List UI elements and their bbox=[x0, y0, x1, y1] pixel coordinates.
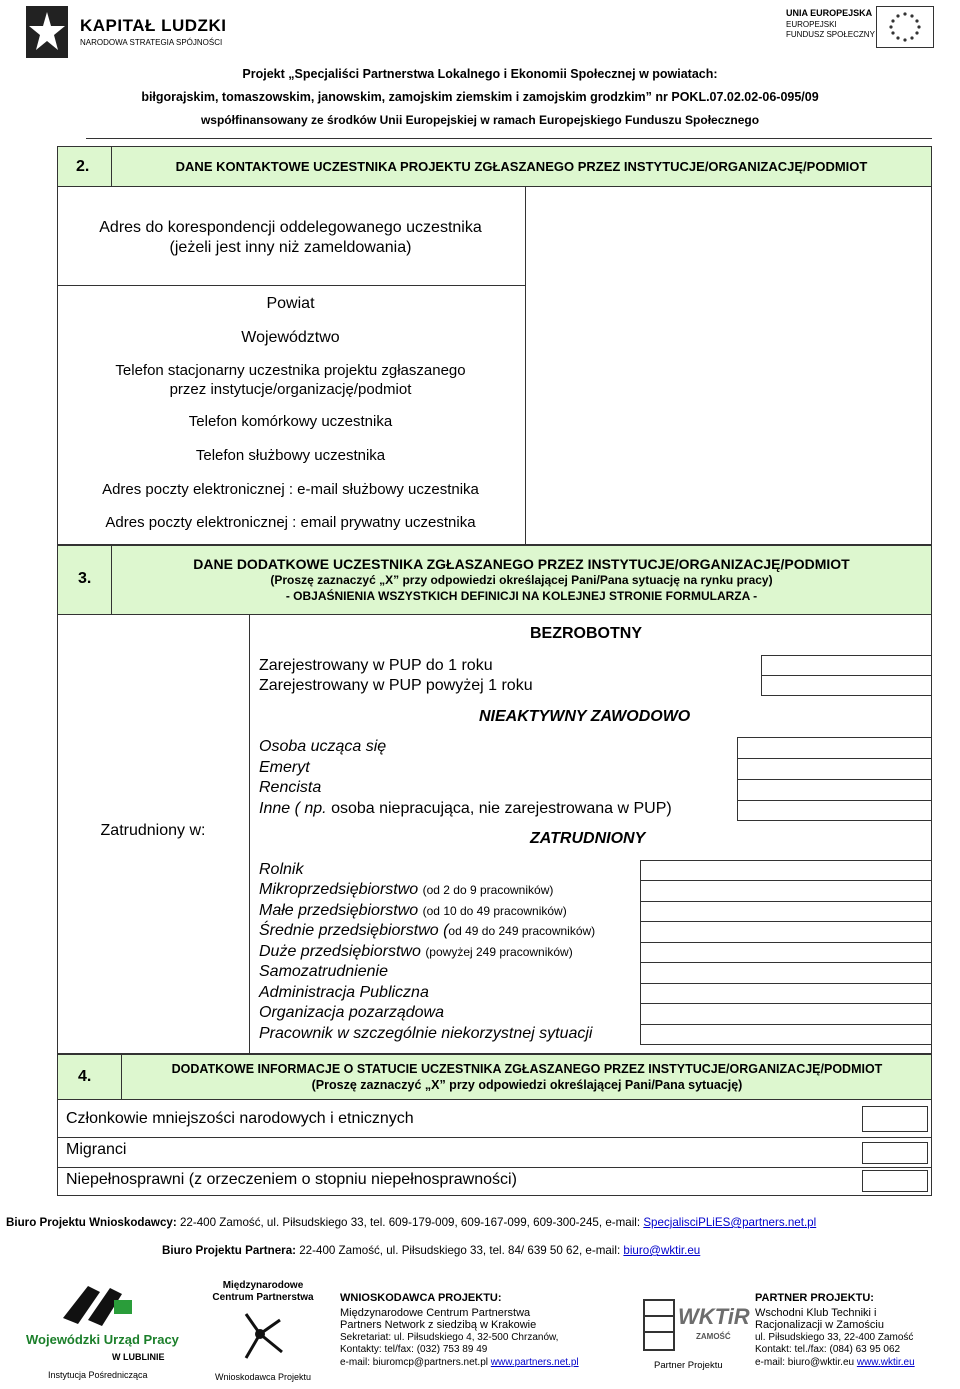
checkbox-divider bbox=[640, 921, 932, 922]
mcp-role: Wnioskodawca Projektu bbox=[214, 1372, 312, 1382]
wojewodztwo-label: Województwo bbox=[241, 329, 340, 346]
section-3-subtitle: (Proszę zaznaczyć „X” przy odpowiedzi określającej Pani/Pana sytuację na rynku pracy) bbox=[270, 573, 773, 587]
wktir-logo-sub: ZAMOŚĆ bbox=[696, 1332, 731, 1341]
wup-name: Wojewódzki Urząd Pracy bbox=[26, 1332, 179, 1347]
inactive-option-other bbox=[259, 800, 672, 818]
logo-subtitle: NARODOWA STRATEGIA SPÓJNOŚCI bbox=[80, 38, 223, 47]
row-divider bbox=[58, 1137, 931, 1138]
wktir-logo bbox=[640, 1296, 750, 1376]
applicant-line3: Sekretariat: ul. Piłsudskiego 4, 32-500 Chrzanów, bbox=[340, 1331, 559, 1343]
checkbox-divider bbox=[761, 675, 932, 676]
mcp-logo bbox=[208, 1280, 318, 1386]
section-2-header bbox=[57, 146, 932, 187]
landline-phone-line2: przez instytucje/organizację/podmiot bbox=[169, 381, 412, 398]
column-divider bbox=[525, 187, 526, 544]
wup-logo bbox=[22, 1278, 182, 1384]
partner-office-line bbox=[162, 1244, 700, 1257]
work-email-label: Adres poczty elektronicznej : e-mail służbowy uczestnika bbox=[102, 481, 479, 498]
employed-checkbox-group[interactable] bbox=[640, 860, 932, 1045]
applicant-line5 bbox=[340, 1357, 630, 1370]
eu-logo-line3: FUNDUSZ SPOŁECZNY bbox=[786, 30, 875, 39]
checkbox-divider bbox=[640, 901, 932, 902]
unemployed-option-2: Zarejestrowany w PUP powyżej 1 roku bbox=[259, 677, 533, 694]
project-title-line3: współfinansowany ze środków Unii Europejskiej w ramach Europejskiego Funduszu Społecznego bbox=[200, 113, 760, 127]
kapital-ludzki-logo bbox=[24, 4, 227, 60]
employed-option-medium bbox=[259, 922, 595, 940]
star-emblem-icon bbox=[24, 4, 70, 60]
applicant-line1: Międzynarodowe Centrum Partnerstwa bbox=[340, 1306, 531, 1319]
section-3-header bbox=[57, 545, 932, 615]
work-phone-label: Telefon służbowy uczestnika bbox=[195, 447, 386, 464]
applicant-line2: Partners Network z siedzibą w Krakowie bbox=[340, 1319, 537, 1331]
medium-note: od 49 do 249 pracowników) bbox=[448, 924, 596, 938]
micro-note: (od 2 do 9 pracowników) bbox=[422, 883, 554, 897]
employed-in-label: Zatrudniony w: bbox=[100, 822, 206, 839]
employed-option-micro bbox=[259, 881, 553, 899]
wup-city: W LUBLINIE bbox=[112, 1352, 165, 1362]
partner-line4: Kontakt: tel./fax: (084) 63 95 062 bbox=[755, 1344, 901, 1355]
mcp-name-line2: Centrum Partnerstwa bbox=[212, 1292, 314, 1303]
partner-line1: Wschodni Klub Techniki i bbox=[755, 1306, 877, 1319]
eu-flag-icon bbox=[876, 6, 934, 48]
large-note: (powyżej 249 pracowników) bbox=[425, 945, 573, 959]
small-note: (od 10 do 49 pracowników) bbox=[422, 904, 567, 918]
partner-line3: ul. Piłsudskiego 33, 22-400 Zamość bbox=[755, 1331, 914, 1343]
disabled-label: Niepełnosprawni (z orzeczeniem o stopniu niepełnosprawności) bbox=[66, 1171, 517, 1188]
section-2-number: 2. bbox=[76, 158, 90, 175]
partner-line5 bbox=[755, 1357, 955, 1370]
partner-info bbox=[755, 1292, 955, 1369]
label-column-divider bbox=[249, 615, 250, 1053]
eu-logo bbox=[786, 6, 936, 48]
landline-phone-label bbox=[63, 361, 518, 399]
partner-caption: Partner Projektu bbox=[654, 1360, 723, 1371]
employed-option-small bbox=[259, 902, 567, 920]
inactive-heading: NIEAKTYWNY ZAWODOWO bbox=[479, 708, 691, 725]
checkbox-divider bbox=[640, 983, 932, 984]
powiat-label: Powiat bbox=[266, 295, 315, 312]
project-title-line2: biłgorajskim, tomaszowskim, janowskim, zamojskim ziemskim i zamojskim grodzkim” nr POKL.07.02.02-06-095/09 bbox=[141, 90, 819, 104]
wup-role: Instytucja Pośrednicząca bbox=[48, 1370, 148, 1380]
disabled-checkbox[interactable] bbox=[862, 1170, 928, 1192]
applicant-website-link[interactable]: www.partners.net.pl bbox=[490, 1356, 579, 1368]
wktir-logo-text: WKTiR bbox=[678, 1304, 750, 1329]
address-label-line2: (jeżeli jest inny niż zameldowania) bbox=[169, 239, 412, 256]
logo-title: KAPITAŁ LUDZKI bbox=[80, 16, 227, 35]
partner-email-link[interactable]: biuro@wktir.eu bbox=[623, 1244, 701, 1257]
mobile-phone-label: Telefon komórkowy uczestnika bbox=[188, 413, 393, 430]
section-4-number: 4. bbox=[78, 1068, 92, 1085]
partner-title: PARTNER PROJEKTU: bbox=[755, 1292, 874, 1304]
large-label: Duże przedsiębiorstwo bbox=[259, 943, 421, 960]
inactive-other-detail: osoba niepracująca, nie zarejestrowana w PUP) bbox=[331, 800, 672, 817]
section-2-title: DANE KONTAKTOWE UCZESTNIKA PROJEKTU ZGŁASZANEGO PRZEZ INSTYTUCJE/ORGANIZACJĘ/PODMIOT bbox=[175, 159, 868, 174]
partners-network-emblem-icon bbox=[236, 1308, 290, 1364]
checkbox-divider bbox=[737, 800, 932, 801]
section-3-note: - OBJAŚNIENIA WSZYSTKICH DEFINICJI NA KOLEJNEJ STRONIE FORMULARZA - bbox=[285, 589, 758, 603]
inactive-other-prefix: Inne ( np. bbox=[259, 800, 327, 817]
partner-office-text: 22-400 Zamość, ul. Piłsudskiego 33, tel. 84/ 639 50 62, e-mail: bbox=[296, 1244, 624, 1257]
header-rule bbox=[86, 138, 932, 139]
section-3-title: DANE DODATKOWE UCZESTNIKA ZGŁASZANEGO PRZEZ INSTYTUCJE/ORGANIZACJĘ/PODMIOT bbox=[193, 556, 850, 572]
applicant-email: e-mail: biuromcp@partners.net.pl bbox=[340, 1356, 491, 1368]
address-label-line1: Adres do korespondencji oddelegowanego uczestnika bbox=[99, 219, 482, 236]
private-email-label: Adres poczty elektronicznej : email prywatny uczestnika bbox=[105, 514, 476, 531]
checkbox-divider bbox=[640, 942, 932, 943]
inactive-option-pensioner: Rencista bbox=[259, 779, 322, 796]
partner-website-link[interactable]: www.wktir.eu bbox=[856, 1356, 915, 1368]
partner-line2: Racjonalizacji w Zamościu bbox=[755, 1319, 884, 1331]
migrants-checkbox[interactable] bbox=[862, 1142, 928, 1164]
applicant-line4: Kontakty: tel/fax: (032) 753 89 49 bbox=[340, 1344, 488, 1355]
eu-logo-line2: EUROPEJSKI bbox=[786, 20, 837, 29]
project-title-line1: Projekt „Specjaliści Partnerstwa Lokalnego i Ekonomii Społecznej w powiatach: bbox=[242, 67, 718, 81]
wup-emblem-icon bbox=[58, 1278, 138, 1328]
medium-label: Średnie przedsiębiorstwo ( bbox=[259, 922, 449, 939]
inactive-option-retiree: Emeryt bbox=[259, 759, 310, 776]
checkbox-divider bbox=[737, 758, 932, 759]
unemployed-option-1: Zarejestrowany w PUP do 1 roku bbox=[259, 657, 493, 674]
address-label bbox=[63, 218, 518, 258]
employed-heading: ZATRUDNIONY bbox=[530, 830, 646, 847]
landline-phone-line1: Telefon stacjonarny uczestnika projektu zgłaszanego bbox=[115, 362, 466, 379]
micro-label: Mikroprzedsiębiorstwo bbox=[259, 881, 419, 898]
row-divider bbox=[58, 285, 526, 286]
section-4-subtitle: (Proszę zaznaczyć „X” przy odpowiedzi określającej Pani/Pana sytuację) bbox=[311, 1078, 743, 1092]
minority-label: Członkowie mniejszości narodowych i etnicznych bbox=[66, 1110, 414, 1127]
checkbox-divider bbox=[640, 1003, 932, 1004]
employed-option-public-admin: Administracja Publiczna bbox=[259, 984, 429, 1001]
mcp-name-line1: Międzynarodowe bbox=[222, 1280, 304, 1291]
minority-checkbox[interactable] bbox=[862, 1106, 928, 1132]
partner-email: e-mail: biuro@wktir.eu bbox=[755, 1356, 857, 1368]
employed-option-self: Samozatrudnienie bbox=[259, 963, 388, 980]
section-4-header bbox=[57, 1054, 932, 1100]
small-label: Małe przedsiębiorstwo bbox=[259, 902, 419, 919]
applicant-office-label: Biuro Projektu Wnioskodawcy: bbox=[6, 1216, 177, 1229]
section-3-number: 3. bbox=[78, 570, 92, 587]
employed-option-farmer: Rolnik bbox=[259, 861, 304, 878]
applicant-office-text: 22-400 Zamość, ul. Piłsudskiego 33, tel. 609-179-009, 609-167-099, 609-300-245, e-mail: bbox=[176, 1216, 644, 1229]
employed-option-disadvantaged: Pracownik w szczególnie niekorzystnej sytuacji bbox=[259, 1025, 593, 1042]
migrants-label: Migranci bbox=[66, 1141, 127, 1158]
checkbox-divider bbox=[640, 962, 932, 963]
applicant-email-link[interactable]: SpecjalisciPLiES@partners.net.pl bbox=[643, 1216, 817, 1229]
section-4-title: DODATKOWE INFORMACJE O STATUCIE UCZESTNIKA ZGŁASZANEGO PRZEZ INSTYTUCJE/ORGANIZACJĘ/PODMIOT bbox=[171, 1062, 883, 1076]
eu-logo-line1: UNIA EUROPEJSKA bbox=[786, 8, 873, 18]
unemployed-heading: BEZROBOTNY bbox=[530, 625, 642, 642]
checkbox-divider bbox=[640, 1024, 932, 1025]
applicant-title: WNIOSKODAWCA PROJEKTU: bbox=[340, 1292, 502, 1304]
row-divider bbox=[58, 1167, 931, 1168]
applicant-office-line bbox=[6, 1216, 816, 1229]
employed-option-large bbox=[259, 943, 573, 961]
employed-option-ngo: Organizacja pozarządowa bbox=[259, 1004, 444, 1021]
wktir-emblem-icon bbox=[640, 1296, 680, 1356]
checkbox-divider bbox=[640, 880, 932, 881]
inactive-option-student: Osoba ucząca się bbox=[259, 738, 387, 755]
partner-office-label: Biuro Projektu Partnera: bbox=[162, 1244, 297, 1257]
applicant-info bbox=[340, 1292, 630, 1369]
checkbox-divider bbox=[737, 779, 932, 780]
